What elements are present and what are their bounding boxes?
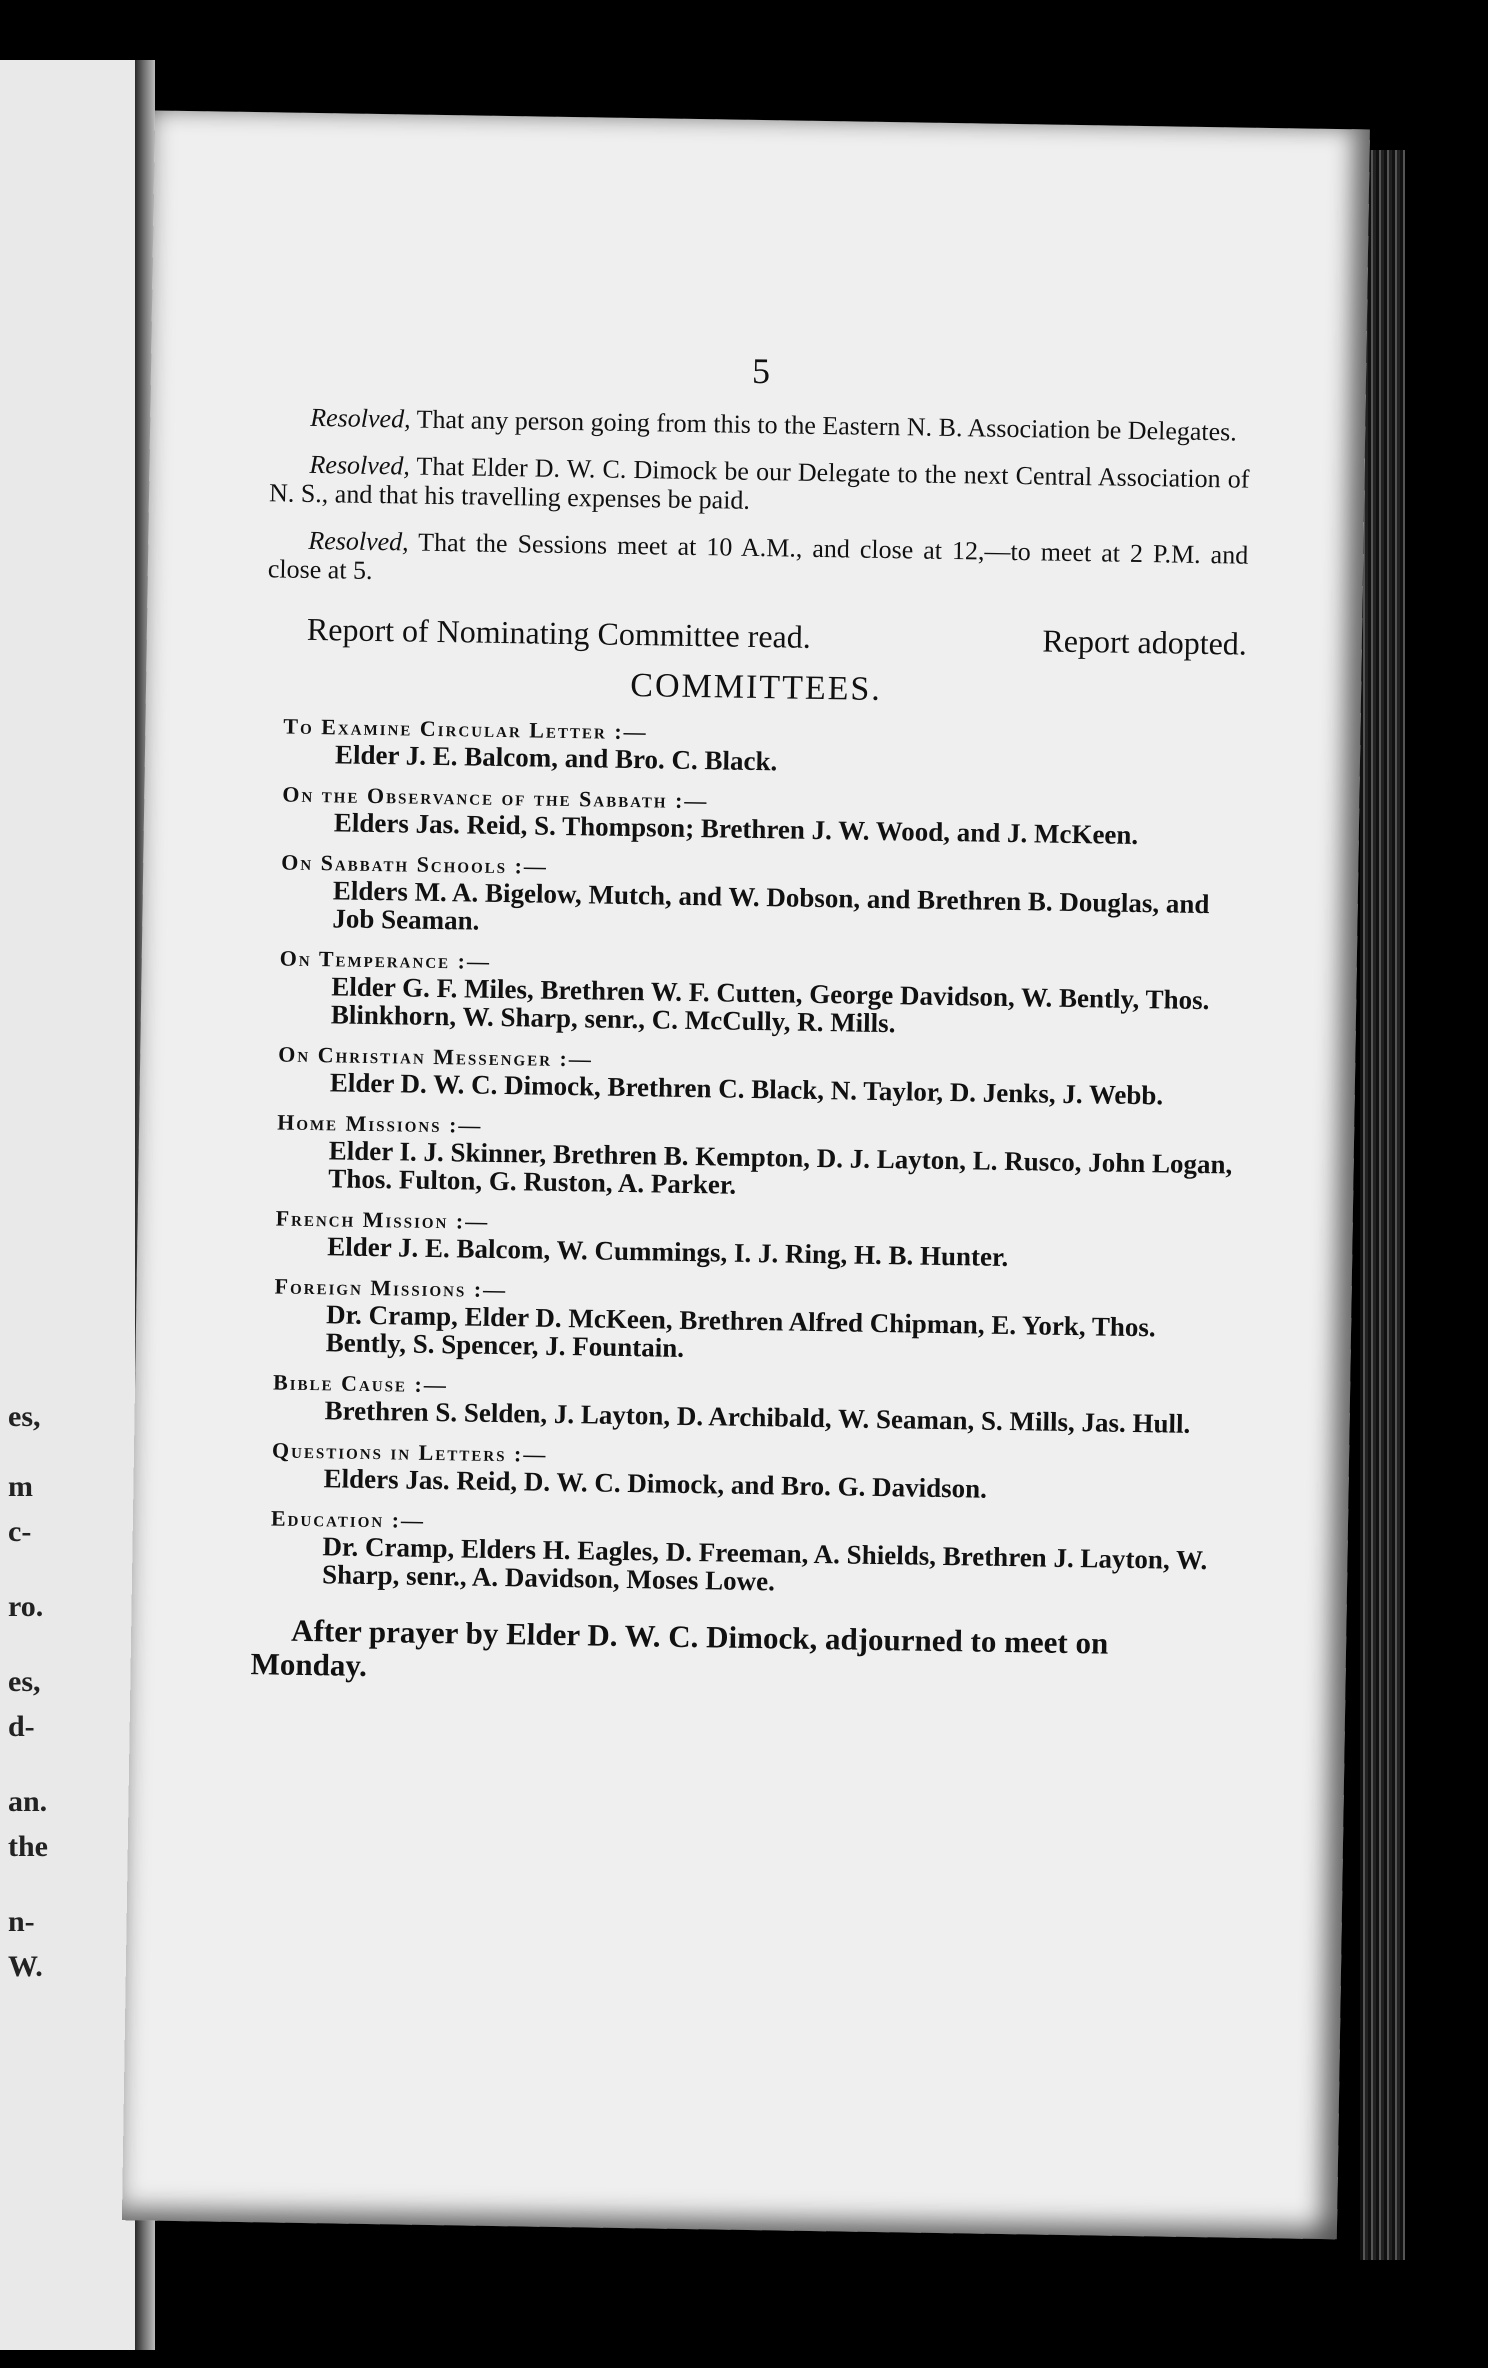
committee-title: Bible Cause :—: [272, 1369, 449, 1398]
committee-members: Elders M. A. Bigelow, Mutch, and W. Dobson, and Brethren B. Douglas, and Job Seaman.: [332, 875, 1210, 936]
resolution-text: That any person going from this to the Eastern N. B. Association be Delegates.: [410, 404, 1238, 447]
page-fragment: m: [8, 1470, 33, 1503]
committee: [261, 945, 1242, 1042]
committee: [256, 1273, 1237, 1370]
page-content: [250, 342, 1251, 1696]
previous-page-edge: [0, 60, 135, 2350]
committee: [262, 849, 1243, 946]
page-fragment: d-: [8, 1710, 35, 1743]
committee-title: Foreign Missions :—: [274, 1273, 508, 1303]
committee-title: Education :—: [270, 1505, 426, 1533]
committee-title: Questions in Letters :—: [271, 1437, 548, 1467]
page-fragment: ro.: [8, 1590, 44, 1623]
committee-title: On Sabbath Schools :—: [281, 849, 549, 879]
committee: [264, 781, 1245, 850]
committee-members: Brethren S. Selden, J. Layton, D. Archibald, W. Seaman, S. Mills, Jas. Hull.: [324, 1395, 1191, 1439]
committee: [252, 1505, 1233, 1602]
report-adopted: Report adopted.: [1042, 622, 1248, 662]
committee: [254, 1369, 1235, 1438]
committee-members: Elder G. F. Miles, Brethren W. F. Cutten, George Davidson, W. Bently, Thos. Blinkhorn, W. Sharp, senr., C. McCully, R. Mills.: [330, 971, 1210, 1039]
page-fragment: the: [8, 1830, 48, 1863]
committee: [258, 1109, 1239, 1206]
resolution-lead: Resolved,: [308, 525, 409, 557]
resolution-lead: Resolved,: [310, 402, 411, 434]
resolution-text: That Elder D. W. C. Dimock be our Delegate to the next Central Association of N. S., and that his travelling expenses be paid.: [268, 451, 1250, 515]
committee: [257, 1205, 1238, 1274]
committee-list: [252, 713, 1246, 1602]
page-number: 5: [751, 350, 771, 392]
committee-members: Elders Jas. Reid, S. Thompson; Brethren J. W. Wood, and J. McKeen.: [333, 807, 1139, 850]
committee-members: Dr. Cramp, Elder D. McKeen, Brethren Alfred Chipman, E. York, Thos. Bently, S. Spencer, J. Fountain.: [325, 1299, 1156, 1363]
committees-heading: COMMITTEES.: [630, 666, 883, 708]
report-line: [267, 609, 1247, 662]
committee-members: Elder I. J. Skinner, Brethren B. Kempton, D. J. Layton, L. Rusco, John Logan, Thos. Fulton, G. Ruston, A. Parker.: [328, 1135, 1233, 1200]
page-edges: [1360, 150, 1405, 2260]
committee-members: Elder J. E. Balcom, W. Cummings, I. J. Ring, H. B. Hunter.: [327, 1231, 1009, 1272]
committee-members: Dr. Cramp, Elders H. Eagles, D. Freeman, A. Shields, Brethren J. Layton, W. Sharp, senr., A. Davidson, Moses Lowe.: [321, 1531, 1208, 1597]
committee-members: Elders Jas. Reid, D. W. C. Dimock, and Bro. G. Davidson.: [323, 1463, 988, 1504]
closing-paragraph: After prayer by Elder D. W. C. Dimock, adjourned to meet on Monday.: [250, 1612, 1109, 1683]
resolution: [269, 449, 1250, 522]
committee: [260, 1041, 1241, 1110]
page: [122, 110, 1370, 2239]
committee-members: Elder D. W. C. Dimock, Brethren C. Black, N. Taylor, D. Jenks, J. Webb.: [329, 1067, 1164, 1111]
committee: [253, 1437, 1234, 1506]
page-fragment: es,: [8, 1665, 41, 1698]
report-read: Report of Nominating Committee read.: [306, 610, 812, 655]
page-fragment: c-: [8, 1515, 32, 1548]
committee-title: French Mission :—: [275, 1205, 490, 1234]
committee-title: Home Missions :—: [277, 1109, 483, 1138]
resolution: [268, 525, 1249, 598]
resolution-lead: Resolved,: [309, 449, 411, 481]
committee-title: On Temperance :—: [279, 945, 492, 974]
resolution: [270, 402, 1250, 446]
page-fragment: W.: [8, 1950, 43, 1983]
committee-title: On the Observance of the Sabbath :—: [282, 781, 709, 814]
committee-title: On Christian Messenger :—: [278, 1041, 594, 1072]
page-fragment: n-: [8, 1905, 35, 1938]
committee-members: Elder J. E. Balcom, and Bro. C. Black.: [334, 739, 778, 777]
committee-title: To Examine Circular Letter :—: [283, 713, 648, 745]
page-fragment: an.: [8, 1785, 48, 1818]
committee: [265, 713, 1246, 782]
page-fragment: es,: [8, 1400, 41, 1433]
resolution-text: That the Sessions meet at 10 A.M., and close at 12,—to meet at 2 P.M. and close at 5.: [267, 527, 1249, 585]
